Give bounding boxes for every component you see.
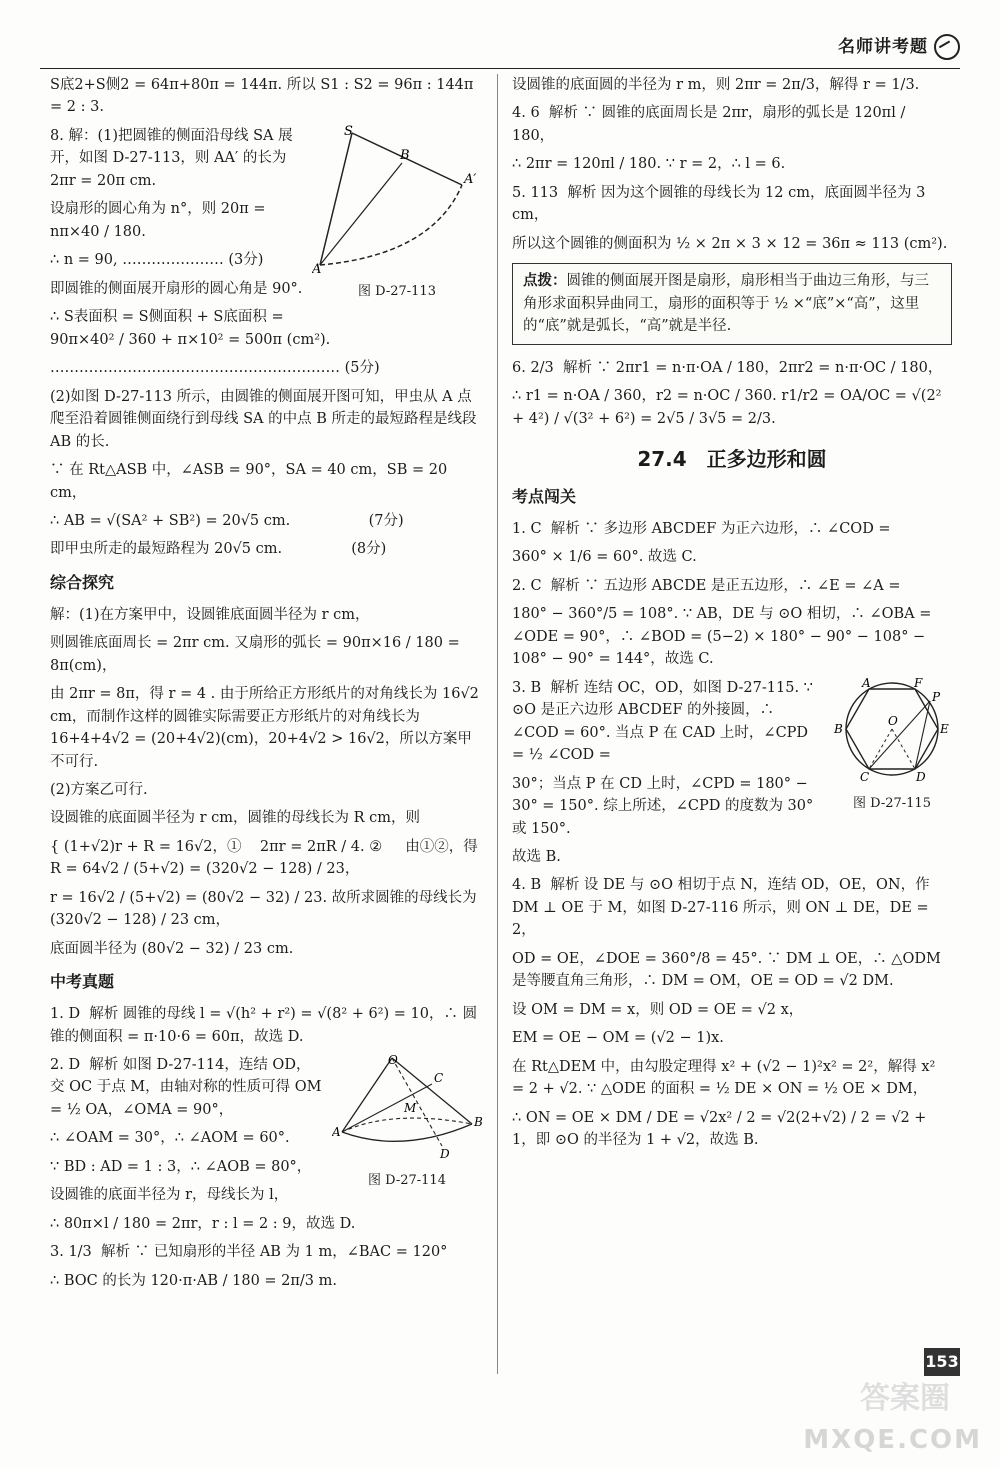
explore-line-8: 底面圆半径为 (80√2 − 32) / 23 cm. (50, 940, 294, 957)
k1-line-b: 360° × 1/6 = 60°. 故选 C. (512, 549, 697, 566)
q8-line-f: …………………………………………………… (5分) (50, 360, 380, 377)
explore-line-3: 由 2πr = 8π，得 r = 4 . 由于所给正方形纸片的对角线长为 16√2 cm，而制作这样的圆锥实际需要正方形纸片的对角线长为 16+4+4√2 = (20+4√2)(cm)，20+4√2 > 16√2，所以方案甲不可行. (50, 686, 484, 770)
k4-line-d: EM = OE − OM = (√2 − 1)x. (512, 1030, 724, 1047)
q8-line-b: 设扇形的圆心角为 n°，则 20π = nπ×40 / 180. (50, 201, 271, 240)
explore-line-5: 设圆锥的底面圆半径为 r cm，圆锥的母线长为 R cm，则 (50, 810, 421, 827)
watermark-cn: 答案圈 (860, 1380, 950, 1416)
radius-line: 设圆锥的底面圆的半径为 r m，则 2πr = 2π/3，解得 r = 1/3. (512, 77, 920, 93)
k2-line-a: 2. C 解析 ∵ 五边形 ABCDE 是正五边形，∴ ∠E = ∠A = (512, 577, 901, 594)
page-number: 153 (924, 1348, 960, 1376)
svg-text:D: D (440, 1147, 450, 1161)
tip-text: 圆锥的侧面展开图是扇形，扇形相当于曲边三角形，与三角形求面积异曲同工，扇形的面积等于 ½ ×“底”×“高”，这里的“底”就是弧长，“高”就是半径. (523, 273, 929, 335)
figure-d-27-115 (832, 677, 952, 815)
exam-q2-d: 设圆锥的底面半径为 r，母线长为 l， (50, 1187, 289, 1204)
right-column (512, 74, 952, 1158)
k4-line-e: 在 Rt△DEM 中，由勾股定理得 x² + (√2 − 1)²x² = 2²，解得 x² = 2 + √2. ∵ △ODE 的面积 = ½ DE × ON = ½ OE × DM， (512, 1058, 940, 1098)
q6-line-a: 6. 2/3 解析 ∵ 2πr1 = n·π·OA / 180，2πr2 = n·π·OC / 180， (512, 359, 943, 376)
area-ratio-line: S底2+S侧2 = 64π+80π = 144π. 所以 S1 : S2 = 96π : 144π = 2 : 3. (50, 77, 479, 116)
brand-title: 名师讲考题 (838, 37, 928, 57)
brand-logo-icon (934, 34, 960, 60)
exam-q1: 1. D 解析 圆锥的母线 l = √(h² + r²) = √(8² + 6²) = 10，∴ 圆锥的侧面积 = π·10·6 = 60π，故选 D. (50, 1006, 478, 1045)
q5-line-b: 所以这个圆锥的侧面积为 ½ × 2π × 3 × 12 = 36π ≈ 113 (cm²). (512, 235, 948, 252)
svg-text:F: F (914, 676, 923, 690)
q4-line-b: ∴ 2πr = 120πl / 180. ∵ r = 2，∴ l = 6. (512, 156, 786, 173)
hexagon-circle-diagram (832, 677, 952, 787)
explore-line-4: (2)方案乙可行. (50, 781, 148, 798)
k3-line-a: 3. B 解析 连结 OC，OD，如图 D-27-115. ∵ ⊙O 是正六边形 ABCDEF 的外接圆，∴ ∠COD = 60°. 当点 P 在 CAD 上时，∠CPD = ½ ∠COD = (512, 679, 818, 764)
tip-box (512, 263, 952, 344)
chapter-title: 27.4 正多边形和圆 (637, 447, 827, 472)
k2-line-b: 180° − 360°/5 = 108°. ∵ AB，DE 与 ⊙O 相切，∴ ∠OBA = ∠ODE = 90°，∴ ∠BOD = (5−2) × 180° − 90° − 108° − 108° − 90° = 144°，故选 C. (512, 606, 937, 668)
section-title-explore: 综合探究 (50, 572, 115, 592)
svg-text:B: B (400, 147, 410, 163)
tip-label: 点拨： (523, 273, 567, 290)
svg-text:S: S (344, 124, 353, 139)
svg-text:A: A (862, 676, 871, 690)
svg-text:C: C (860, 769, 870, 784)
q8-line-j: 即甲虫所走的最短路程为 20√5 cm. (8分) (50, 541, 387, 558)
explore-line-7: r = 16√2 / (5+√2) = (80√2 − 32) / 23. 故所求圆锥的母线长为 (320√2 − 128) / 23 cm， (50, 889, 482, 929)
q8-line-h: ∵ 在 Rt△ASB 中，∠ASB = 90°，SA = 40 cm，SB = 20 cm， (50, 462, 452, 501)
exam-q2-a: 2. D 解析 如图 D-27-114，连结 OD，交 OC 于点 M，由轴对称的性质可得 OM = ½ OA，∠OMA = 90°， (50, 1057, 327, 1118)
exam-q3-b: ∴ BOC 的长为 120·π·AB / 180 = 2π/3 m. (50, 1272, 337, 1289)
svg-text:A: A (312, 261, 322, 275)
left-column (50, 74, 482, 1298)
brand (838, 34, 960, 60)
k4-line-c: 设 OM = DM = x，则 OD = OE = √2 x， (512, 1001, 804, 1018)
column-divider (497, 74, 498, 1374)
q6-line-b: ∴ r1 = n·OA / 360，r2 = n·OC / 360. r1/r2 = OA/OC = √(2² + 4²) / √(3² + 6²) = 2√5 / 3√5 = 2/3. (512, 388, 947, 427)
cone-diagram (332, 1054, 482, 1164)
watermark: MXQE.COM (803, 1424, 982, 1455)
q5-line-a: 5. 113 解析 因为这个圆锥的母线长为 12 cm，底面圆半径为 3 cm， (512, 184, 930, 224)
explore-line-6: { (1+√2)r + R = 16√2，① 2πr = 2πR / 4. ② 由①②，得 R = 64√2 / (5+√2) = (320√2 − 128) / 23， (50, 838, 483, 878)
k3-line-b: 30°；当点 P 在 CD 上时，∠CPD = 180° − 30° = 150°. 综上所述，∠CPD 的度数为 30°或 150°. (512, 775, 814, 837)
svg-text:C: C (434, 1071, 444, 1085)
q8-line-a: 8. 解：(1)把圆锥的侧面沿母线 SA 展开，如图 D-27-113，则 AA′ 的长为 2πr = 20π cm. (50, 127, 293, 189)
q4-line-a: 4. 6 解析 ∵ 圆锥的底面周长是 2πr，扇形的弧长是 120πl / 180， (512, 105, 910, 144)
page-header (40, 28, 960, 69)
exam-q2-c: ∵ BD : AD = 1 : 3，∴ ∠AOB = 80°， (50, 1158, 312, 1175)
q8-line-g: (2)如图 D-27-113 所示，由圆锥的侧面展开图可知，甲虫从 A 点爬至沿着圆锥侧面绕行到母线 SA 的中点 B 所走的最短路程是线段 AB 的长. (50, 388, 482, 450)
svg-text:P: P (932, 689, 941, 704)
q8-line-d: 即圆锥的侧面展开扇形的圆心角是 90°. (50, 280, 303, 297)
exam-q2-e: ∴ 80π×l / 180 = 2πr，r : l = 2 : 9，故选 D. (50, 1215, 356, 1232)
svg-text:O: O (888, 713, 898, 728)
k4-line-f: ∴ ON = OE × DM / DE = √2x² / 2 = √2(2+√2) / 2 = √2 + 1，即 ⊙O 的半径为 1 + √2，故选 B. (512, 1109, 932, 1149)
figure-caption: 图 D-27-114 (368, 1173, 446, 1189)
figure-caption: 图 D-27-113 (358, 284, 436, 300)
k3-line-c: 故选 B. (512, 848, 561, 865)
explore-line-1: 解：(1)在方案甲中，设圆锥底面圆半径为 r cm， (50, 606, 370, 623)
q8-line-i: ∴ AB = √(SA² + SB²) = 20√5 cm. (7分) (50, 512, 404, 529)
svg-text:E: E (940, 721, 949, 736)
q8-line-e: ∴ S表面积 = S侧面积 + S底面积 = 90π×40² / 360 + π×10² = 500π (cm²). (50, 309, 331, 348)
k4-line-a: 4. B 解析 设 DE 与 ⊙O 相切于点 N，连结 OD，OE，ON，作 DM ⊥ OE 于 M，如图 D-27-116 所示，则 ON ⊥ DE，DE = 2， (512, 877, 935, 939)
svg-text:B: B (834, 721, 843, 736)
figure-d-27-114 (332, 1054, 482, 1192)
svg-text:M: M (404, 1101, 417, 1115)
section-title-exam: 中考真题 (50, 972, 115, 992)
sector-diagram (312, 125, 482, 275)
k1-line-a: 1. C 解析 ∵ 多边形 ABCDEF 为正六边形，∴ ∠COD = (512, 520, 891, 537)
explore-line-2: 则圆锥底面周长 = 2πr cm. 又扇形的弧长 = 90π×16 / 180 = 8π(cm)， (50, 635, 465, 674)
q8-line-c: ∴ n = 90, ………………… (3分) (50, 252, 264, 269)
svg-text:O: O (388, 1054, 398, 1067)
svg-text:A′: A′ (464, 171, 477, 187)
svg-text:B: B (474, 1115, 482, 1129)
exam-q2-b: ∴ ∠OAM = 30°，∴ ∠AOM = 60°. (50, 1130, 290, 1147)
section-title-checkpoints: 考点闯关 (512, 487, 577, 507)
svg-text:A: A (332, 1125, 341, 1139)
figure-d-27-113 (312, 125, 482, 303)
k4-line-b: OD = OE，∠DOE = 360°/8 = 45°. ∵ DM ⊥ OE，∴ △ODM 是等腰直角三角形，∴ DM = OM，OE = OD = √2 DM. (512, 950, 946, 990)
svg-text:D: D (916, 769, 926, 784)
figure-caption: 图 D-27-115 (853, 796, 931, 812)
exam-q3-a: 3. 1/3 解析 ∵ 已知扇形的半径 AB 为 1 m，∠BAC = 120° (50, 1244, 448, 1261)
